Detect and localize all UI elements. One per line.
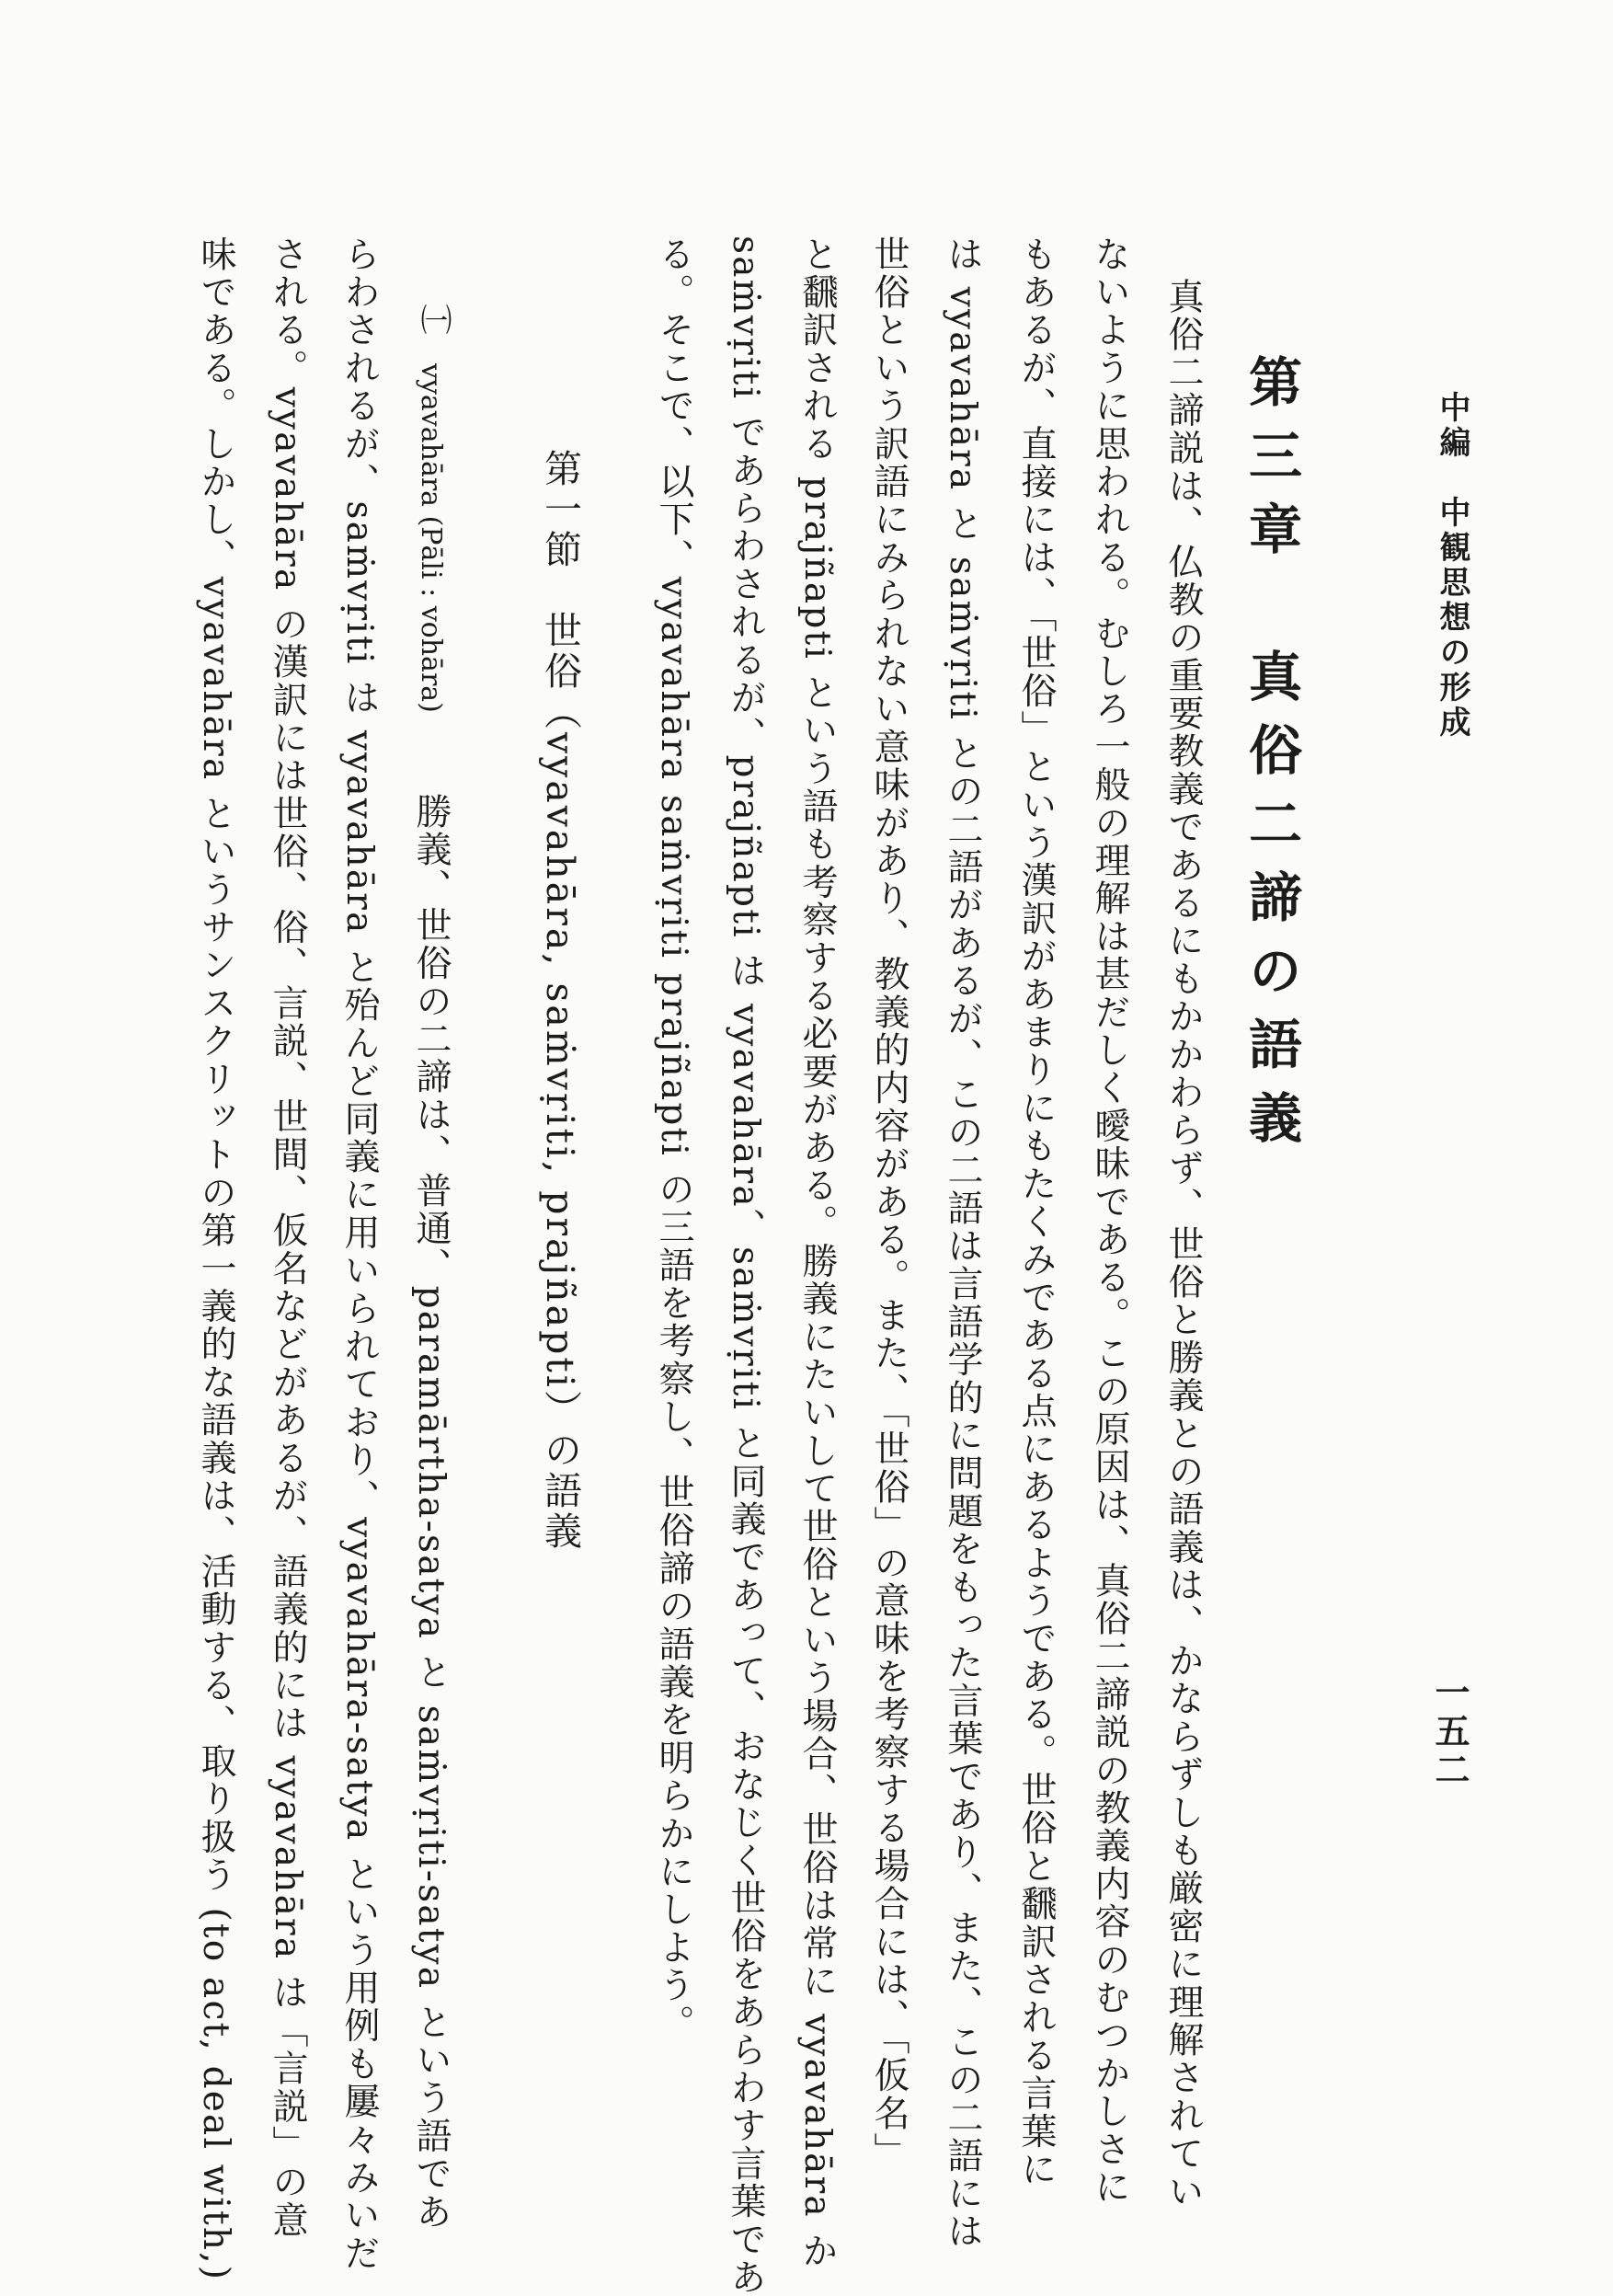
note-label: vyavahāra (Pāli : vohāra)	[415, 363, 447, 713]
page-number: 一五二	[1429, 1674, 1470, 1790]
note-paragraph-line: 味である。しかし、vyavahāra というサンスクリットの第一義的な語義は、活動する、取り扱う (to act, deal with,)	[195, 235, 236, 2282]
body-paragraph-line: ないように思われる。むしろ一般の理解は甚だしく曖昧である。この原因は、真俗二諦説の教義内容のむつかしさに	[1089, 235, 1130, 2207]
note-paragraph-line: 勝義、世俗の二諦は、普通、paramārtha-satya と saṁvṛiti-satya という語であ	[410, 793, 452, 2232]
body-paragraph-line: 真俗二諦説は、仏教の重要教義であるにもかかわらず、世俗と勝義との語義は、かならずしも厳密に理解されてい	[1162, 278, 1204, 2211]
chapter-title: 第三章 真俗二諦の語義	[1240, 354, 1302, 1164]
section-title: 第一節 世俗（vyavahāra, saṁvṛiti, prajñapti）の語義	[538, 449, 582, 1552]
body-paragraph-line: saṁvṛiti であらわされるが、prajñapti は vyavahāra、saṁvṛiti と同義であって、おなじく世俗をあらわす言葉であ	[725, 235, 766, 2296]
note-paragraph-line: される。vyavahāra の漢訳には世俗、俗、言説、世間、仮名などがあるが、語義的には vyavahāra は「言説」の意	[267, 235, 308, 2240]
body-paragraph-line: もあるが、直接には、「世俗」という漢訳があまりにもたくみである点にあるようである。世俗と飜訳される言葉に	[1015, 235, 1057, 2188]
body-paragraph-line: は vyavahāra と saṁvṛiti との二語があるが、この二語は言語学的に問題をもった言葉であり、また、この二語には	[942, 235, 983, 2251]
body-paragraph-line: 世俗という訳語にみられない意味があり、教義的内容がある。また、「世俗」の意味を考察する場合には、「仮名」	[868, 235, 909, 2171]
note-paragraph-line: らわされるが、saṁvṛiti は vyavahāra と殆んど同義に用いられており、vyavahāra-satya という用例も屢々みいだ	[338, 235, 380, 2273]
running-head: 中編 中観思想の形成	[1434, 391, 1470, 740]
body-paragraph-line: と飜訳される prajñapti という語も考察する必要がある。勝義にたいして世俗という場合、世俗は常に vyavahāra か	[796, 235, 838, 2270]
body-paragraph-line: る。そこで、以下、vyavahāra saṁvṛiti prajñapti の三語を考察し、世俗諦の語義を明らかにしよう。	[653, 235, 694, 2043]
note-mark: ㈠	[415, 304, 452, 335]
